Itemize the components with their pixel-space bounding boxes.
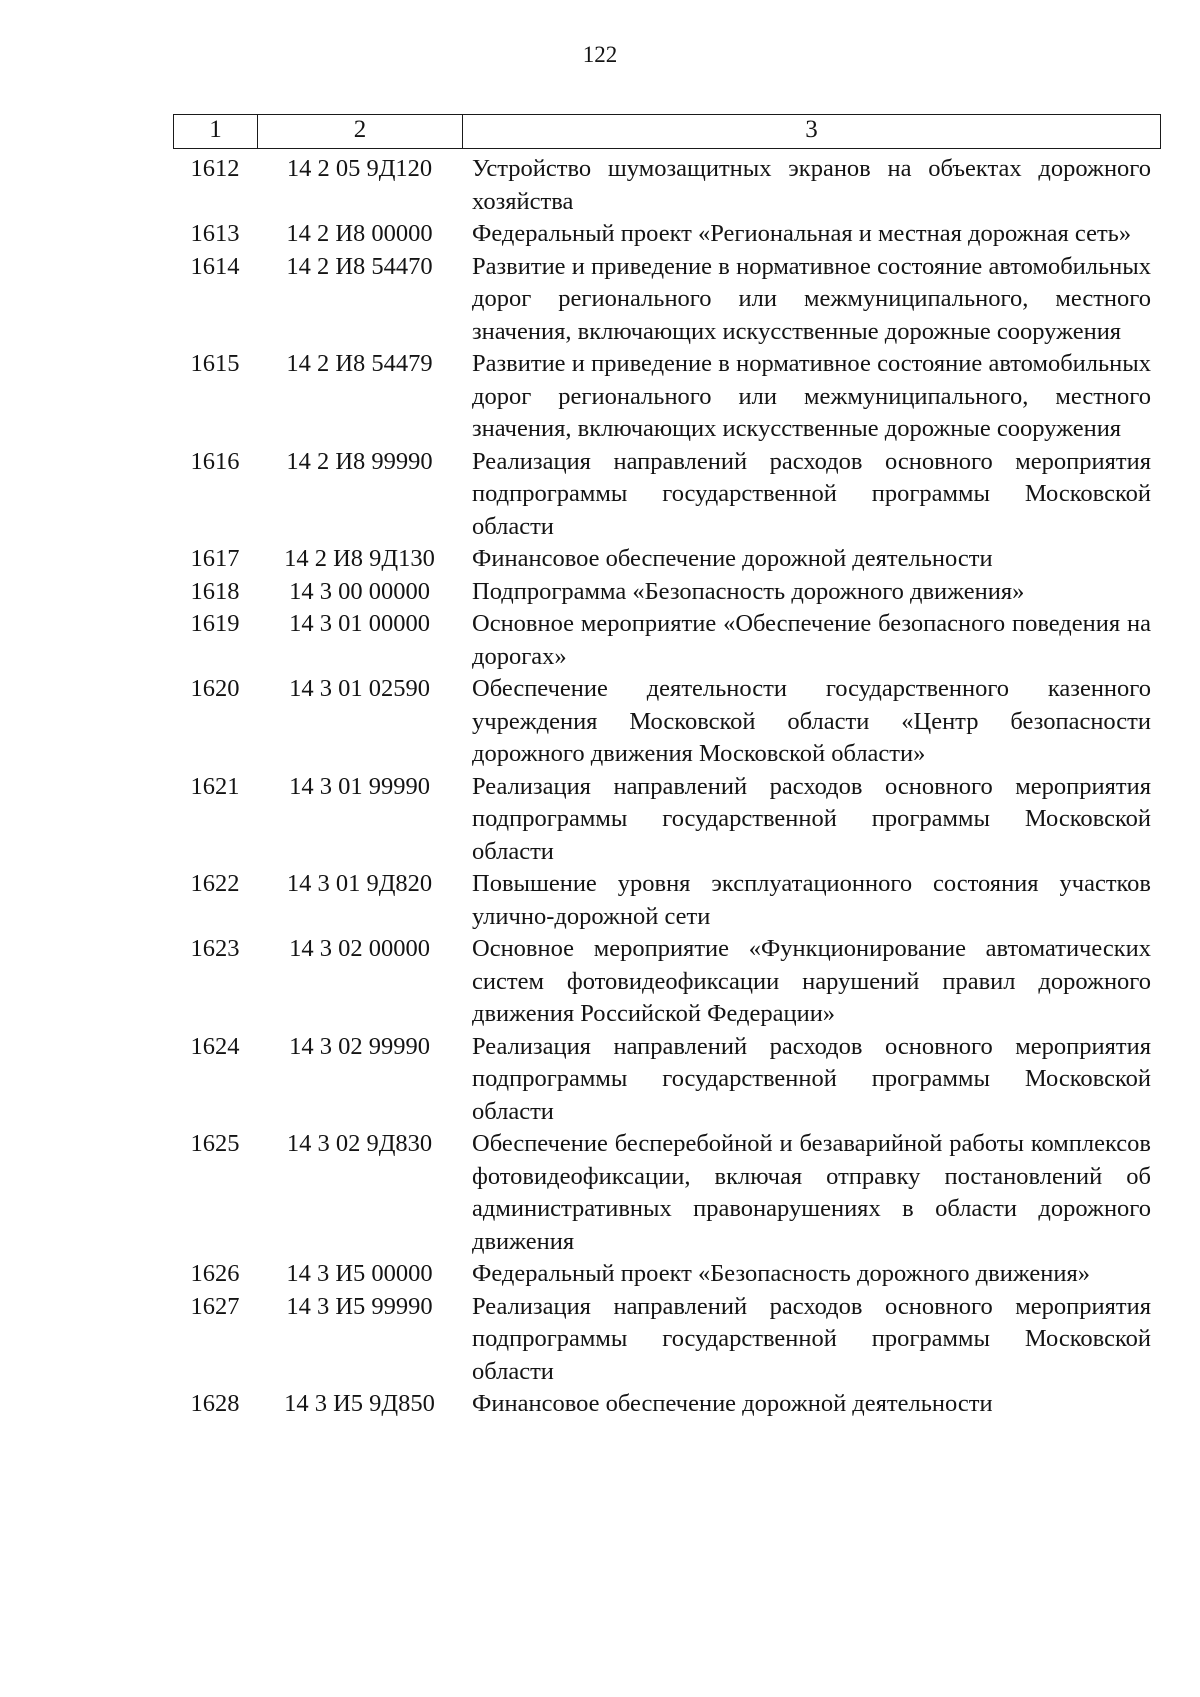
row-code: 14 3 01 9Д820: [286, 870, 433, 897]
row-description: Основное мероприятие «Обеспечение безопасного поведения на дорогах»: [472, 610, 1151, 670]
row-number: 1625: [190, 1130, 240, 1157]
row-description: Основное мероприятие «Функционирование автоматических систем фотовидеофиксации нарушений правил дорожного движения Российской Федерации»: [472, 935, 1151, 1027]
row-description: Финансовое обеспечение дорожной деятельности: [472, 545, 993, 572]
row-code: 14 3 И5 9Д850: [284, 1390, 435, 1417]
table-header-row: [173, 114, 1161, 149]
row-description: Федеральный проект «Региональная и местная дорожная сеть»: [472, 220, 1132, 247]
table-row: [173, 771, 1161, 869]
row-code: 14 2 И8 00000: [286, 220, 433, 247]
table-row: [173, 1291, 1161, 1389]
row-number: 1627: [190, 1292, 240, 1320]
row-number: 1626: [190, 1260, 240, 1287]
table-row: [173, 348, 1161, 446]
row-description: Реализация направлений расходов основного мероприятия подпрограммы государственной программы Московской области: [472, 1032, 1151, 1125]
table-row: [173, 218, 1161, 251]
row-number: 1612: [190, 155, 240, 182]
row-code: 14 2 05 9Д120: [286, 155, 433, 182]
row-code: 14 3 02 00000: [289, 935, 430, 962]
table-row: [173, 576, 1161, 609]
row-description: Обеспечение деятельности государственного казенного учреждения Московской области «Центр безопасности дорожного движения Московской области»: [472, 675, 1151, 767]
table-header-col-3: 3: [805, 116, 818, 143]
row-number: 1623: [190, 935, 240, 962]
table-row: [173, 868, 1161, 933]
row-description: Федеральный проект «Безопасность дорожного движения»: [472, 1260, 1091, 1287]
table-row: [173, 933, 1161, 1031]
table-header-col-2: 2: [258, 115, 463, 148]
table-row: [173, 1388, 1161, 1421]
row-number: 1614: [190, 252, 240, 280]
table-body: [173, 153, 1161, 1421]
row-code: 14 3 01 00000: [289, 610, 430, 637]
table-row: [173, 1128, 1161, 1258]
row-number: 1615: [190, 350, 240, 377]
row-code: 14 2 И8 99990: [286, 447, 433, 475]
row-code: 14 3 02 9Д830: [286, 1130, 433, 1157]
row-number: 1624: [190, 1032, 240, 1060]
row-number: 1621: [190, 772, 240, 800]
table-row: [173, 153, 1161, 218]
row-code: 14 3 И5 99990: [286, 1292, 433, 1320]
table-row: [173, 251, 1161, 349]
row-description: Подпрограмма «Безопасность дорожного движения»: [472, 577, 1025, 605]
row-description: Реализация направлений расходов основного мероприятия подпрограммы государственной программы Московской области: [472, 447, 1151, 540]
row-code: 14 3 И5 00000: [286, 1260, 433, 1287]
table-row: [173, 446, 1161, 544]
row-description: Развитие и приведение в нормативное состояние автомобильных дорог регионального или межмуниципального, местного значения, включающих искусственные дорожные сооружения: [472, 350, 1151, 442]
row-description: Развитие и приведение в нормативное состояние автомобильных дорог регионального или межмуниципального, местного значения, включающих искусственные дорожные сооружения: [472, 252, 1151, 345]
row-number: 1622: [190, 870, 240, 897]
row-number: 1616: [190, 447, 240, 475]
row-number: 1618: [190, 577, 240, 605]
table-row: [173, 543, 1161, 576]
row-description: Финансовое обеспечение дорожной деятельности: [472, 1390, 993, 1417]
row-number: 1617: [190, 545, 240, 572]
table-row: [173, 673, 1161, 771]
row-number: 1619: [190, 610, 240, 637]
row-code: 14 2 И8 54479: [286, 350, 433, 377]
row-code: 14 3 01 99990: [289, 772, 430, 800]
table-header-col-1: 1: [174, 115, 258, 148]
row-description: Обеспечение бесперебойной и безаварийной работы комплексов фотовидеофиксации, включая отправку постановлений об административных правонарушениях в области дорожного движения: [472, 1130, 1151, 1255]
row-description: Реализация направлений расходов основного мероприятия подпрограммы государственной программы Московской области: [472, 772, 1151, 865]
row-number: 1613: [190, 220, 240, 247]
row-code: 14 3 01 02590: [289, 675, 430, 702]
row-code: 14 3 02 99990: [289, 1032, 430, 1060]
row-code: 14 2 И8 54470: [286, 252, 433, 280]
page-number: 122: [582, 42, 618, 67]
row-code: 14 3 00 00000: [289, 577, 430, 605]
table-row: [173, 1031, 1161, 1129]
row-description: Реализация направлений расходов основного мероприятия подпрограммы государственной программы Московской области: [472, 1292, 1151, 1385]
row-description: Повышение уровня эксплуатационного состояния участков улично-дорожной сети: [472, 870, 1151, 930]
row-description: Устройство шумозащитных экранов на объектах дорожного хозяйства: [472, 155, 1151, 215]
row-number: 1620: [190, 675, 240, 702]
table-row: [173, 608, 1161, 673]
table-row: [173, 1258, 1161, 1291]
row-code: 14 2 И8 9Д130: [284, 545, 435, 572]
row-number: 1628: [190, 1390, 240, 1417]
